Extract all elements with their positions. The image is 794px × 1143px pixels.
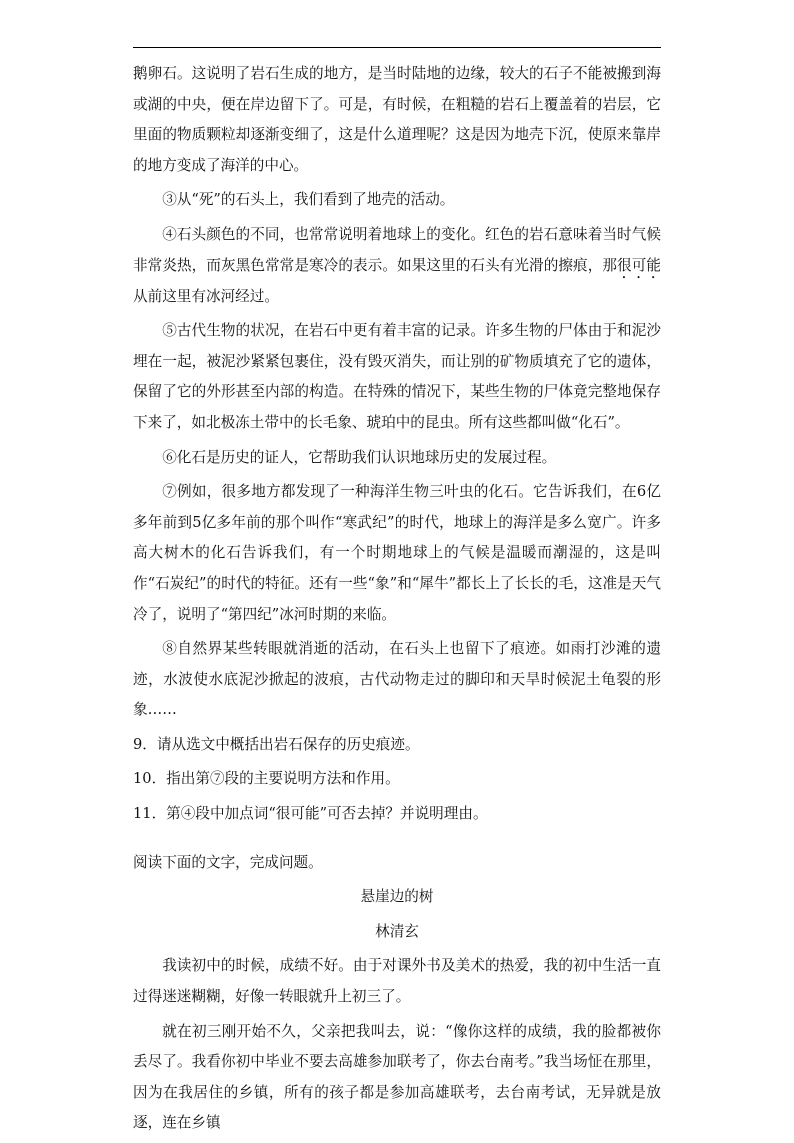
paragraph-continued: 鹅卵石。这说明了岩石生成的地方，是当时陆地的边缘，较大的石子不能被搬到海或湖的中央，便在岸边留下了。可是，有时候，在粗糙的岩石上覆盖着的岩层，它里面的物质颗粒却逐渐变细了，这是什么道理呢？这是因为地壳下沉，使原来靠岸的地方变成了海洋的中心。 <box>133 65 661 174</box>
article-title: 悬崖边的树 <box>360 888 434 906</box>
question-9: 9．请从选文中概括出岩石保存的历史痕迹。 <box>133 735 420 753</box>
paragraph-6: ⑥化石是历史的证人，它帮助我们认识地球历史的发展过程。 <box>162 448 557 466</box>
paragraph-8: ⑧自然界某些转眼就消逝的活动，在石头上也留下了痕迹。如雨打沙滩的遗迹，水波使水底泥沙掀起的波痕，古代动物走过的脚印和天旱时候泥土龟裂的形象…… <box>133 640 661 719</box>
question-11: 11．第④段中加点词“很可能”可否去掉？并说明理由。 <box>133 805 488 823</box>
paragraph-3: ③从“死”的石头上，我们看到了地壳的活动。 <box>162 191 455 209</box>
paragraph-7: ⑦例如，很多地方都发现了一种海洋生物三叶虫的化石。它告诉我们，在6亿多年前到5亿多年前的那个叫作“寒武纪”的时代，地球上的海洋是多么宽广。许多高大树木的化石告诉我们，有一个时期地球上的气候是温暖而潮湿的，这是叫作“石炭纪”的时代的特征。还有一些“象”和“犀牛”都长上了长长的毛，这准是天气冷了，说明了“第四纪”冰河时期的来临。 <box>133 483 661 623</box>
article2-paragraph-2: 就在初三刚开始不久，父亲把我叫去，说：“像你这样的成绩，我的脸都被你丢尽了。我看你初中毕业不要去高雄参加联考了，你去台南考。”我当场怔在那里，因为在我居住的乡镇，所有的孩子都是参加高雄联考，去台南考试，无异就是放逐，连在乡镇 <box>133 1022 661 1132</box>
paragraph-4-text-b: 从前这里有冰河经过。 <box>133 287 279 305</box>
document-content <box>133 59 661 1143</box>
article-author: 林清玄 <box>375 922 419 940</box>
paragraph-5: ⑤古代生物的状况，在岩石中更有着丰富的记录。许多生物的尸体由于和泥沙埋在一起，被泥沙紧紧包裹住，没有毁灭消失，而让别的矿物质填充了它的遗体，保留了它的外形甚至内部的构造。在特殊的情况下，某些生物的尸体竟完整地保存下来了，如北极冻土带中的长毛象、琥珀中的昆虫。所有这些都叫做“化石”。 <box>133 322 661 431</box>
paragraph-4 <box>133 220 661 312</box>
header-rule <box>133 47 661 48</box>
paragraph-4-text-a: ④石头颜色的不同，也常常说明着地球上的变化。红色的岩石意味着当时气候非常炎热，而灰黑色常常是寒冷的表示。如果这里的石头有光滑的擦痕，那 <box>133 225 661 274</box>
dotted-word: 很可能 <box>617 256 661 274</box>
reading-instruction: 阅读下面的文字，完成问题。 <box>133 853 323 871</box>
question-10: 10．指出第⑦段的主要说明方法和作用。 <box>133 770 400 788</box>
article2-paragraph-1: 我读初中的时候，成绩不好。由于对课外书及美术的热爱，我的初中生活一直过得迷迷糊糊，好像一转眼就升上初三了。 <box>133 957 661 1006</box>
